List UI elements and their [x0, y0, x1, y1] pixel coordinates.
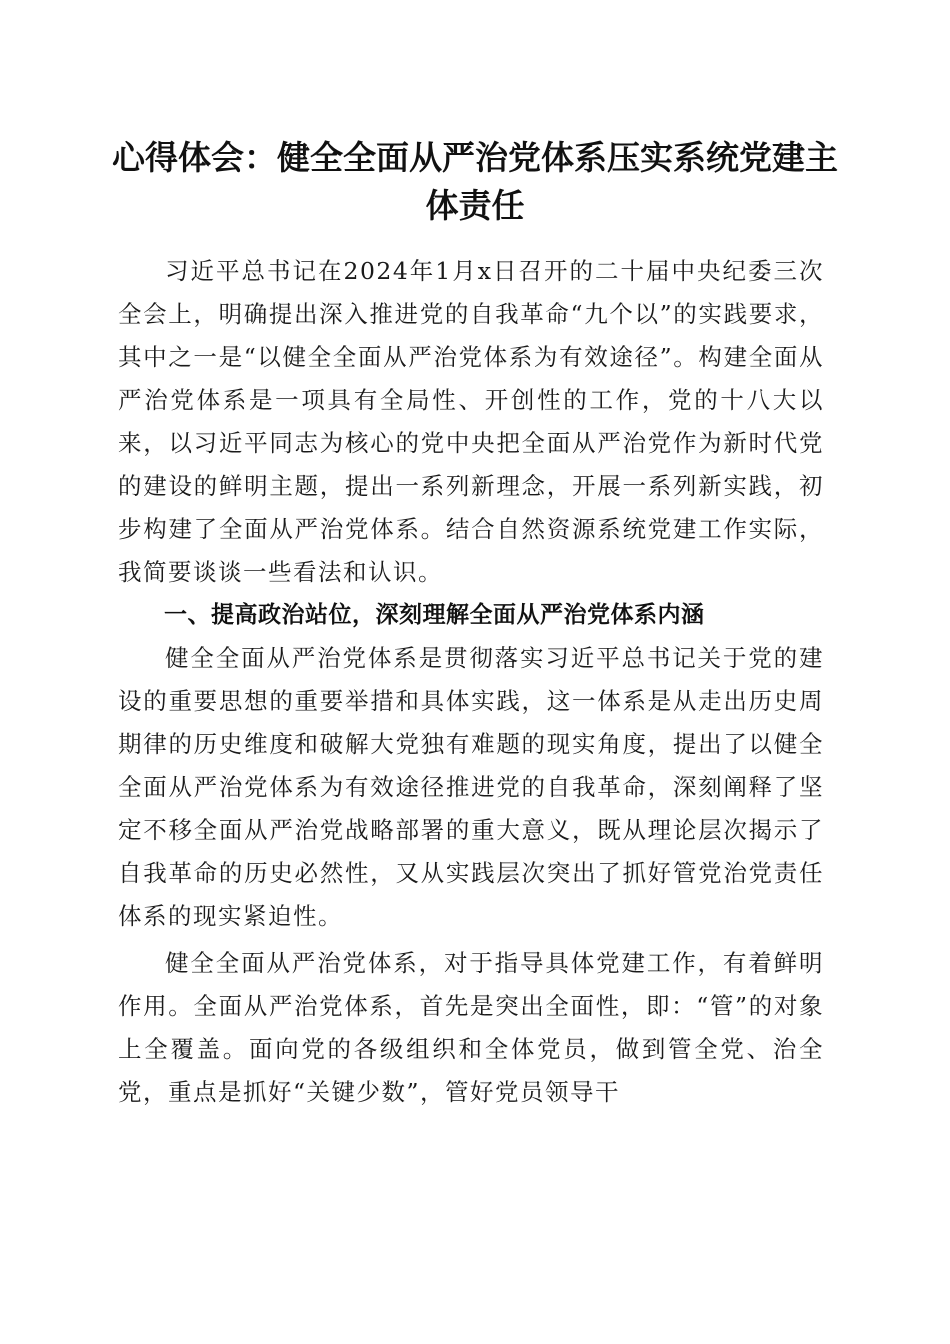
document-body	[118, 250, 824, 1114]
section-heading-1: 一、提高政治站位，深刻理解全面从严治党体系内涵	[164, 602, 705, 628]
paragraph-intro: 习近平总书记在2024年1月x日召开的二十届中央纪委三次全会上，明确提出深入推进党的自我革命“九个以”的实践要求，其中之一是“以健全全面从严治党体系为有效途径”。构建全面从严治党体系是一项具有全局性、开创性的工作，党的十八大以来，以习近平同志为核心的党中央把全面从严治党作为新时代党的建设的鲜明主题，提出一系列新理念，开展一系列新实践，初步构建了全面从严治党体系。结合自然资源系统党建工作实际，我简要谈谈一些看法和认识。	[118, 257, 824, 586]
paragraph-guidance: 健全全面从严治党体系，对于指导具体党建工作，有着鲜明作用。全面从严治党体系，首先是突出全面性，即：“管”的对象上全覆盖。面向党的各级组织和全体党员，做到管全党、治全党，重点是抓好“关键少数”，管好党员领导干	[118, 949, 824, 1106]
paragraph-connotation: 健全全面从严治党体系是贯彻落实习近平总书记关于党的建设的重要思想的重要举措和具体实践，这一体系是从走出历史周期律的历史维度和破解大党独有难题的现实角度，提出了以健全全面从严治党体系为有效途径推进党的自我革命，深刻阐释了坚定不移全面从严治党战略部署的重大意义，既从理论层次揭示了自我革命的历史必然性，又从实践层次突出了抓好管党治党责任体系的现实紧迫性。	[118, 644, 824, 930]
document-title: 心得体会：健全全面从严治党体系压实系统党建主体责任	[112, 138, 838, 225]
